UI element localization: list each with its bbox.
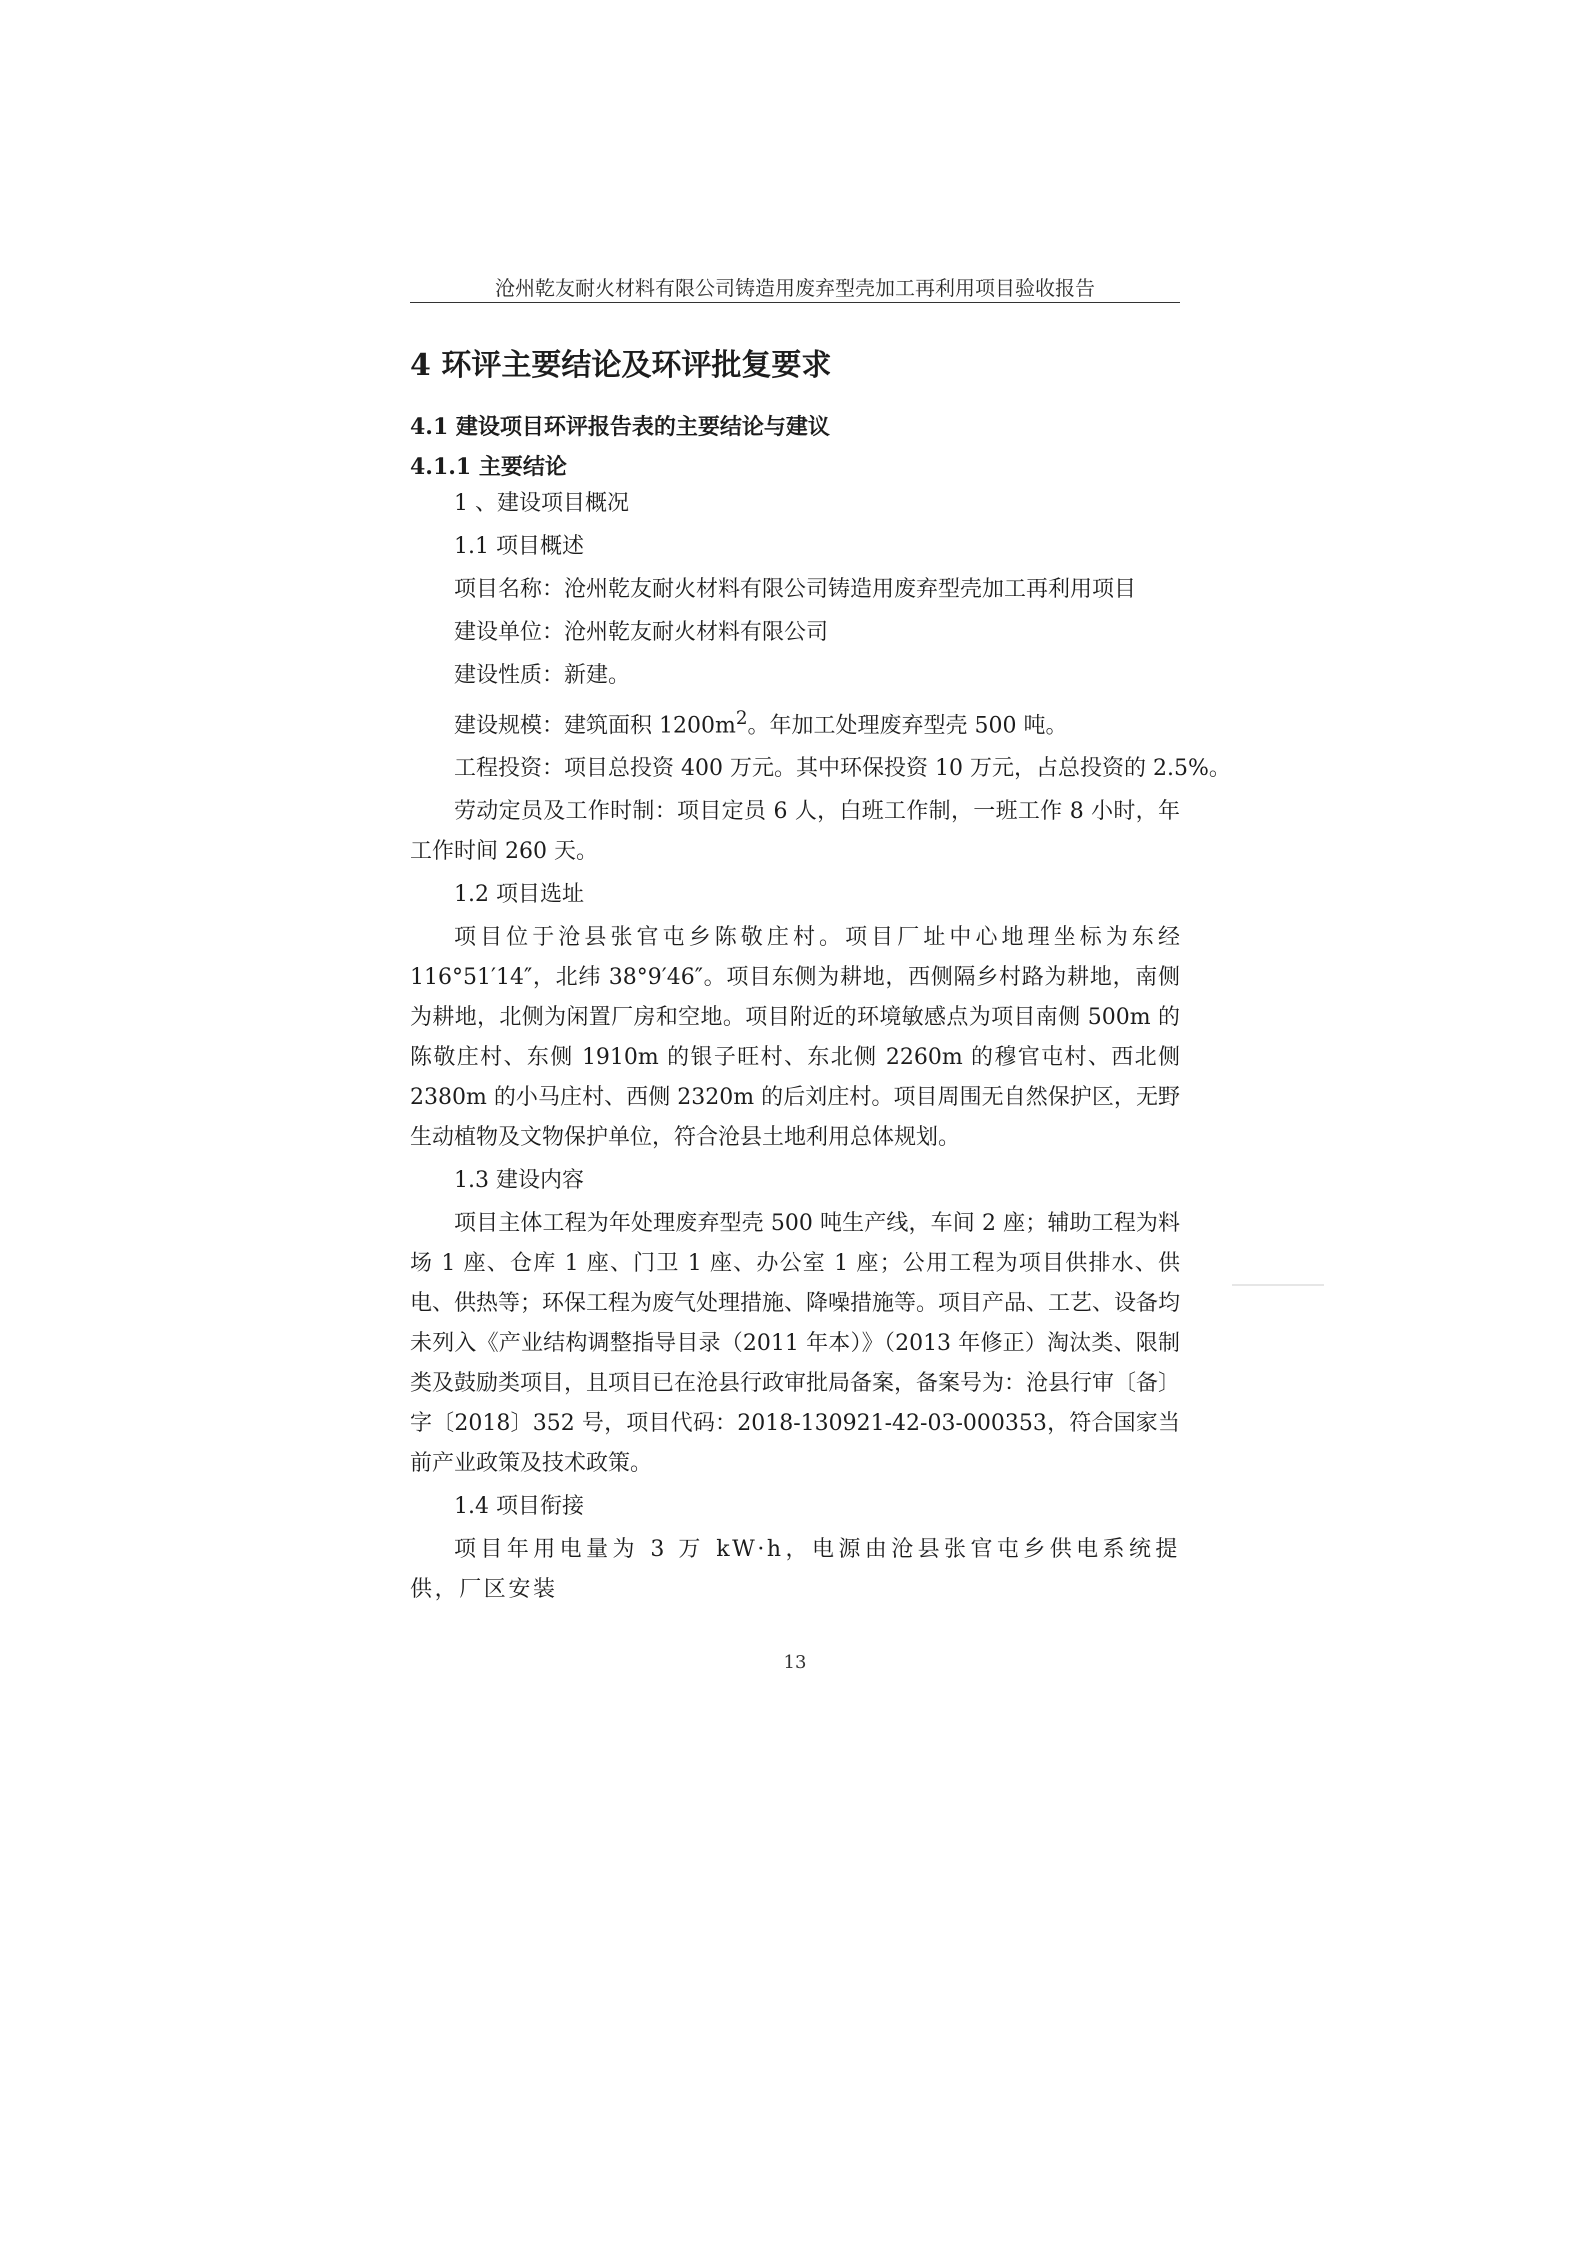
location-paragraph: 项目位于沧县张官屯乡陈敬庄村。项目厂址中心地理坐标为东经 116°51′14″，北纬 38°9′46″。项目东侧为耕地，西侧隔乡村路为耕地，南侧为耕地，北侧为闲置厂房和空地。项目附近的环境敏感点为项目南侧 500m 的陈敬庄村、东侧 1910m 的银子旺村、东北侧 2260m 的穆官屯村、西北侧 2380m 的小马庄村、西侧 2320m 的后刘庄村。项目周围无自然保护区，无野生动植物及文物保护单位，符合沧县土地利用总体规划。: [410, 925, 1180, 1151]
chapter-title: 4 环评主要结论及环评批复要求: [410, 348, 832, 383]
scale-superscript: 2: [735, 708, 748, 729]
heading-project-overview: 1 、建设项目概况: [454, 491, 629, 516]
scale-line: [410, 699, 1180, 746]
builder-line: 建设单位：沧州乾友耐火材料有限公司: [454, 620, 829, 645]
subsection-heading: 4.1.1 主要结论: [410, 454, 567, 480]
header-rule: [410, 302, 1180, 303]
heading-project-summary: 1.1 项目概述: [454, 534, 584, 559]
project-name-line: 项目名称：沧州乾友耐火材料有限公司铸造用废弃型壳加工再利用项目: [454, 577, 1137, 602]
heading-construction-content: 1.3 建设内容: [454, 1168, 584, 1194]
nature-line: 建设性质：新建。: [454, 663, 631, 688]
page-number: 13: [783, 1652, 807, 1673]
scan-artifact: [1232, 1284, 1324, 1286]
labor-paragraph: 劳动定员及工作时制：项目定员 6 人，白班工作制，一班工作 8 小时，年工作时间 260 天。: [410, 799, 1180, 865]
construction-paragraph: 项目主体工程为年处理废弃型壳 500 吨生产线，车间 2 座；辅助工程为料场 1 座、仓库 1 座、门卫 1 座、办公室 1 座；公用工程为项目供排水、供电、供热等；环保工程为废气处理措施、降噪措施等。项目产品、工艺、设备均未列入《产业结构调整指导目录（2011 年本）》（2013 年修正）淘汰类、限制类及鼓励类项目，且项目已在沧县行政审批局备案，备案号为：沧县行审〔备〕字〔2018〕352 号，项目代码：2018-130921-42-03-000353，符合国家当前产业政策及技术政策。: [410, 1211, 1181, 1477]
heading-project-connection: 1.4 项目衔接: [454, 1494, 584, 1520]
scale-text-suffix: 。年加工处理废弃型壳 500 吨。: [747, 713, 1068, 739]
running-header: 沧州乾友耐火材料有限公司铸造用废弃型壳加工再利用项目验收报告: [495, 276, 1095, 300]
heading-project-location: 1.2 项目选址: [454, 882, 584, 908]
connection-paragraph: 项目年用电量为 3 万 kW·h，电源由沧县张官屯乡供电系统提供，厂区安装: [410, 1537, 1180, 1603]
investment-line: 工程投资：项目总投资 400 万元。其中环保投资 10 万元，占总投资的 2.5%。: [454, 756, 1231, 782]
section-heading: 4.1 建设项目环评报告表的主要结论与建议: [410, 414, 830, 440]
scale-text: 建设规模：建筑面积 1200m: [454, 713, 736, 739]
body-text: [410, 484, 1231, 1613]
